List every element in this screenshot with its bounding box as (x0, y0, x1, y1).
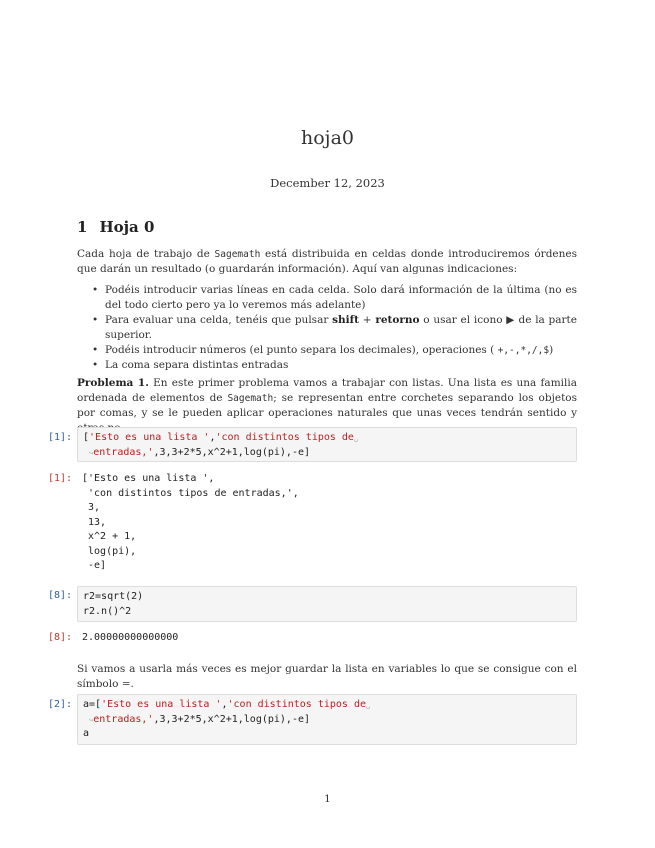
code-line (83, 431, 571, 446)
bullet-text: Podéis introducir varias líneas en cada celda. Solo dará información de la última (no es del todo cierto pero ya lo veremos más adelante) (105, 284, 577, 311)
output-line: log(pi), (82, 545, 137, 557)
continuation-icon: ↪ (89, 448, 94, 457)
bullet-text: ) (549, 344, 554, 356)
bullet-text: La coma separa distintas entradas (105, 359, 289, 371)
output-prompt: [8]: (48, 632, 73, 643)
continuation-icon: ↪ (89, 715, 94, 724)
document-date: December 12, 2023 (270, 176, 385, 190)
section-number: 1 (77, 218, 88, 236)
input-prompt: [2]: (48, 699, 73, 710)
output-line: ['Esto es una lista ', (82, 473, 215, 484)
operators-code: +,-,*,/,$ (497, 345, 550, 356)
code-line (83, 446, 571, 461)
output-line: 'con distintos tipos de entradas,', (82, 487, 299, 499)
string-token: 'Esto es una lista ' (101, 699, 222, 710)
problem-text-1: En este primer problema vamos a trabajar con listas. Una lista es una familia ordenada de elementos de (77, 377, 577, 404)
string-token: entradas,' (93, 713, 154, 725)
string-token: 'con distintos tipos de (215, 432, 354, 443)
output-prompt: [1]: (48, 473, 73, 484)
bullet-text: Podéis introducir números (el punto separa los decimales), operaciones ( (105, 344, 498, 356)
cell-output (82, 472, 299, 574)
intro-code: Sagemath (214, 249, 261, 260)
intro-paragraph (77, 247, 577, 277)
code-token: [ (83, 432, 90, 443)
problem-label: Problema 1. (77, 377, 149, 389)
intro-text-2: está distribuida en celdas donde introduciremos órdenes que darán un resultado (o guardarán información). Aquí van algunas indicaciones: (77, 248, 577, 275)
output-line: 3, (82, 502, 101, 513)
list-item (105, 283, 577, 313)
wrap-marker: ␣ (353, 434, 359, 442)
code-line (83, 698, 571, 713)
code-cell[interactable] (77, 586, 577, 622)
section-heading (77, 218, 154, 236)
cell-output (82, 631, 178, 646)
list-item (105, 358, 577, 373)
paragraph: Si vamos a usarla más veces es mejor guardar la lista en variables lo que se consigue con el símbolo =. (77, 663, 577, 690)
return-key-label: retorno (375, 314, 420, 326)
code-line: a (83, 728, 90, 739)
code-line: r2=sqrt(2) (83, 591, 144, 602)
output-line: x^2 + 1, (82, 531, 137, 542)
bullet-text: o usar el icono ▶ de la parte superior. (105, 314, 577, 341)
page-number: 1 (324, 793, 331, 805)
code-token: ,3,3+2*5,x^2+1,log(pi),-e] (153, 446, 311, 458)
code-token: ,3,3+2*5,x^2+1,log(pi),-e] (153, 713, 311, 725)
output-line: 13, (82, 516, 107, 528)
plus-text: + (359, 314, 376, 326)
intro-text-1: Cada hoja de trabajo de (77, 248, 215, 260)
code-token: a=[ (83, 699, 102, 710)
shift-key-label: shift (332, 314, 360, 326)
string-token: 'Esto es una lista ' (89, 432, 210, 443)
list-item (105, 343, 577, 358)
code-token: , (209, 432, 216, 443)
problem-code: Sagemath (227, 393, 274, 404)
string-token: 'con distintos tipos de (227, 699, 366, 710)
output-line: 2.00000000000000 (82, 632, 179, 643)
instruction-list (77, 283, 577, 373)
code-line (83, 713, 571, 728)
input-prompt: [8]: (48, 590, 73, 601)
string-token: entradas,' (93, 446, 154, 458)
code-line: r2.n()^2 (83, 605, 132, 617)
code-cell[interactable] (77, 694, 577, 745)
input-prompt: [1]: (48, 432, 73, 443)
section-title: Hoja 0 (99, 218, 155, 236)
code-cell[interactable] (77, 427, 577, 462)
document-title: hoja0 (301, 127, 354, 149)
bullet-text: Para evaluar una celda, tenéis que pulsar (105, 314, 333, 326)
wrap-marker: ␣ (366, 701, 371, 709)
list-item (105, 313, 577, 343)
output-line: -e] (82, 560, 107, 571)
problem-text-2: ; se representan entre corchetes separando los objetos por comas, y se le pueden aplicar operaciones naturales que unas veces tendrán sentido y (77, 392, 577, 419)
code-token: , (221, 699, 228, 710)
